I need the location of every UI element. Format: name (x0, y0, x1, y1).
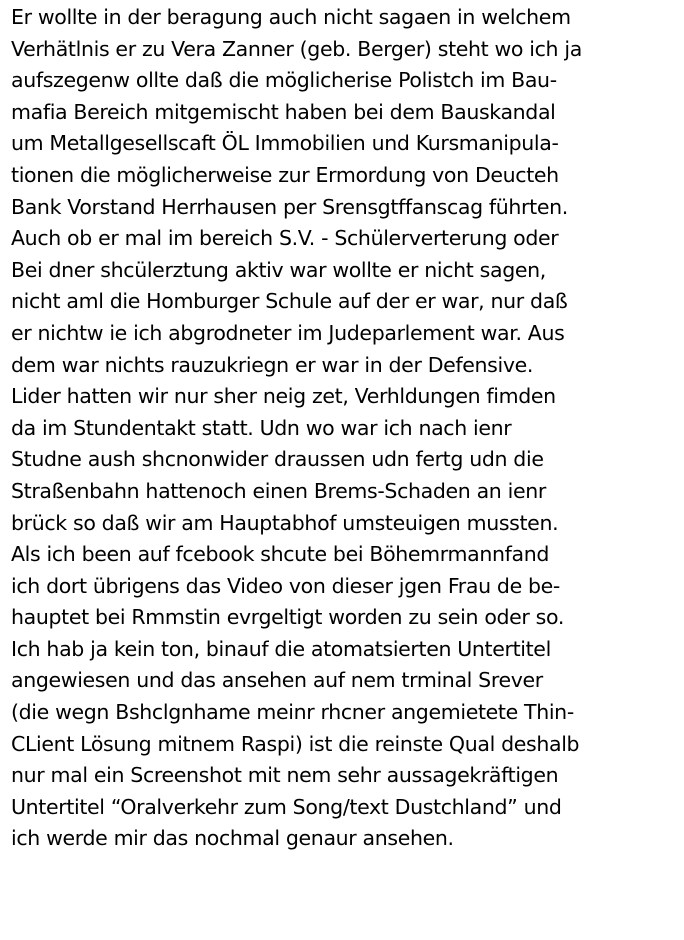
text-line: Bank Vorstand Herrhausen per Srensgtffanscag führten. (11, 194, 568, 219)
text-line: da im Stundentakt statt. Udn wo war ich nach ienr (11, 415, 512, 440)
text-line: ich werde mir das nochmal genaur ansehen. (11, 826, 454, 851)
text-line: tionen die möglicherweise zur Ermordung von Deucteh (11, 162, 559, 187)
text-line: Auch ob er mal im bereich S.V. - Schülerverterung oder (11, 226, 559, 251)
text-line: Untertitel “Oralverkehr zum Song/text Dustchland” und (11, 794, 562, 819)
text-line: Ich hab ja kein ton, binauf die atomatsierten Untertitel (11, 636, 551, 661)
text-line: nur mal ein Screenshot mit nem sehr aussagekräftigen (11, 763, 559, 788)
text-line: angewiesen und das ansehen auf nem trminal Srever (11, 668, 543, 693)
text-line: Straßenbahn hattenoch einen Brems-Schaden an ienr (11, 478, 546, 503)
text-line: hauptet bei Rmmstin evrgeltigt worden zu sein oder so. (11, 605, 565, 630)
text-line: aufszegenw ollte daß die möglicherise Polistch im Bau- (11, 68, 557, 93)
text-line: dem war nichts rauzukriegn er war in der Defensive. (11, 352, 534, 377)
text-line: Studne aush shcnonwider draussen udn fertg udn die (11, 447, 544, 472)
text-line: CLient Lösung mitnem Raspi) ist die reinste Qual deshalb (11, 731, 580, 756)
text-line: Als ich been auf fcebook shcute bei Böhemrmannfand (11, 542, 550, 567)
text-line: brück so daß wir am Hauptabhof umsteuigen mussten. (11, 510, 559, 535)
text-line: Verhätlnis er zu Vera Zanner (geb. Berger) steht wo ich ja (11, 36, 582, 61)
text-line: Bei dner shcülerztung aktiv war wollte er nicht sagen, (11, 257, 546, 282)
text-line: er nichtw ie ich abgrodneter im Judeparlement war. Aus (11, 320, 565, 345)
text-line: nicht aml die Homburger Schule auf der er war, nur daß (11, 289, 568, 314)
text-line: Lider hatten wir nur sher neig zet, Verhldungen fimden (11, 384, 556, 409)
body-text (11, 2, 679, 855)
text-line: um Metallgesellscaft ÖL Immobilien und Kursmanipula- (11, 131, 559, 156)
text-line: (die wegn Bshclgnhame meinr rhcner angemietete Thin- (11, 700, 574, 725)
text-line: mafia Bereich mitgemischt haben bei dem Bauskandal (11, 99, 556, 124)
text-line: Er wollte in der beragung auch nicht sagaen in welchem (11, 5, 571, 29)
text-line: ich dort übrigens das Video von dieser jgen Frau de be- (11, 573, 560, 598)
